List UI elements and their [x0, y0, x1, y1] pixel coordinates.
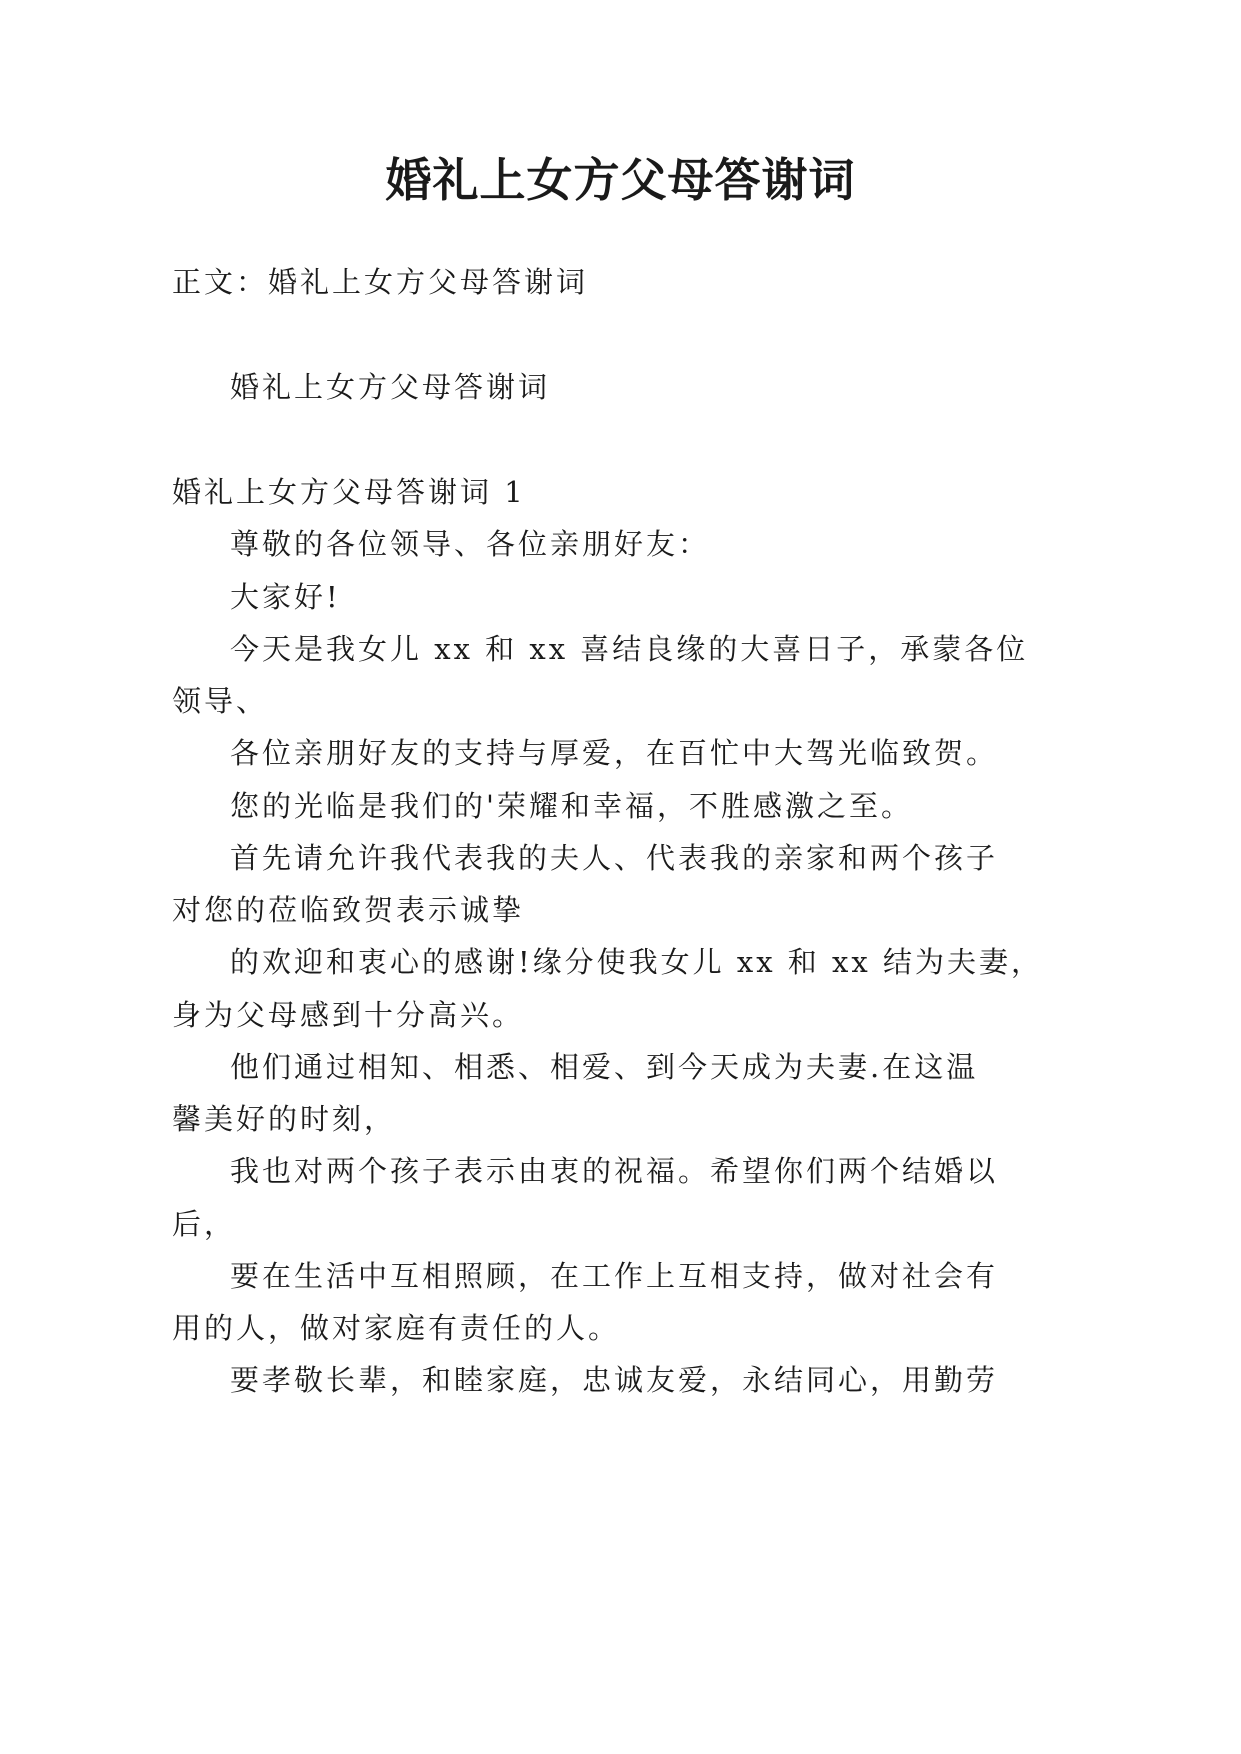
body-line: 大家好!: [230, 580, 341, 614]
body-line: 各位亲朋好友的支持与厚爱，在百忙中大驾光临致贺。: [230, 736, 999, 770]
body-line: 身为父母感到十分高兴。: [172, 998, 525, 1032]
document-title: 婚礼上女方父母答谢词: [385, 153, 856, 207]
body-line: 领导、: [172, 684, 269, 718]
body-line: 馨美好的时刻，: [172, 1102, 397, 1136]
body-line: 尊敬的各位领导、各位亲朋好友：: [230, 527, 711, 561]
body-line: 婚礼上女方父母答谢词: [230, 370, 551, 404]
body-line: 用的人，做对家庭有责任的人。: [172, 1311, 621, 1345]
body-line: 正文：婚礼上女方父母答谢词: [172, 265, 589, 299]
body-line: 的欢迎和衷心的感谢!缘分使我女儿 xx 和 xx 结为夫妻，: [230, 945, 1043, 979]
body-line: 他们通过相知、相悉、相爱、到今天成为夫妻.在这温: [230, 1050, 979, 1084]
body-line: 婚礼上女方父母答谢词 1: [172, 475, 526, 509]
body-line: 要在生活中互相照顾，在工作上互相支持，做对社会有: [230, 1259, 999, 1293]
body-line: 您的光临是我们的'荣耀和幸福，不胜感激之至。: [230, 789, 913, 823]
body-line: 对您的莅临致贺表示诚挚: [172, 893, 525, 927]
body-line: 要孝敬长辈，和睦家庭，忠诚友爱，永结同心，用勤劳: [230, 1363, 999, 1397]
body-line: 我也对两个孩子表示由衷的祝福。希望你们两个结婚以: [230, 1154, 999, 1188]
body-line: 后，: [172, 1207, 237, 1241]
body-line: 今天是我女儿 xx 和 xx 喜结良缘的大喜日子，承蒙各位: [230, 632, 1029, 666]
body-line: 首先请允许我代表我的夫人、代表我的亲家和两个孩子: [230, 841, 999, 875]
